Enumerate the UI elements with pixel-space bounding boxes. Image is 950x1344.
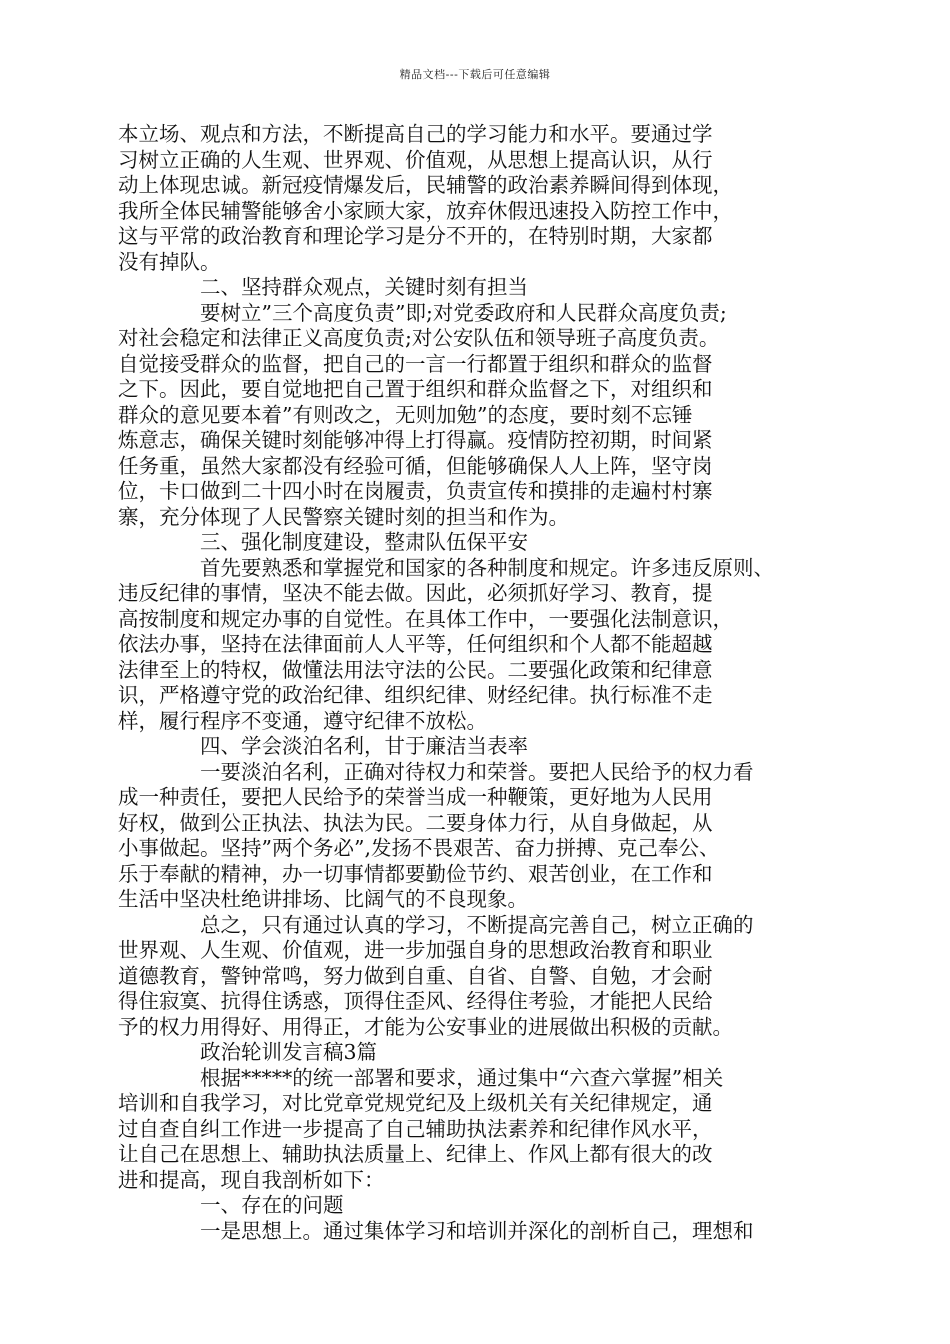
text-line: 政治轮训发言稿3篇 xyxy=(200,1040,378,1064)
text-line: 道德教育，警钟常鸣，努力做到自重、自省、自警、自勉，才会耐 xyxy=(118,963,713,988)
text-line: 之下。因此，要自觉地把自己置于组织和群众监督之下，对组织和 xyxy=(118,377,713,401)
text-line: 一、存在的问题 xyxy=(200,1193,344,1217)
text-line: 我所全体民辅警能够舍小家顾大家，放弃休假迅速投入防控工作中， xyxy=(118,198,733,223)
text-line: 群众的意见要本着”有则改之，无则加勉”的态度，要时刻不忘锤 xyxy=(118,402,693,427)
text-line: 样，履行程序不变通，遵守纪律不放松。 xyxy=(118,708,487,733)
text-line: 识，严格遵守党的政治纪律、组织纪律、财经纪律。执行标准不走 xyxy=(118,683,713,707)
text-line: 过自查自纠工作进一步提高了自己辅助执法素养和纪律作风水平， xyxy=(118,1116,713,1141)
text-line: 三、强化制度建设，整肃队伍保平安 xyxy=(200,530,528,554)
text-line: 法律至上的特权，做懂法用法守法的公民。二要强化政策和纪律意 xyxy=(118,657,713,682)
text-line: 一要淡泊名利，正确对待权力和荣誉。要把人民给予的权力看 xyxy=(200,759,754,784)
text-line: 得住寂寞、抗得住诱惑，顶得住歪风、经得住考验，才能把人民给 xyxy=(118,989,713,1013)
text-line: 进和提高，现自我剖析如下： xyxy=(118,1167,385,1192)
text-line: 小事做起。坚持”两个务必”,发扬不畏艰苦、奋力拼搏、克己奉公、 xyxy=(118,836,720,860)
text-line: 生活中坚决杜绝讲排场、比阔气的不良现象。 xyxy=(118,887,528,911)
text-line: 炼意志，确保关键时刻能够冲得上打得赢。疫情防控初期，时间紧 xyxy=(118,428,713,452)
text-line: 予的权力用得好、用得正，才能为公安事业的进展做出积极的贡献。 xyxy=(118,1014,733,1039)
text-line: 一是思想上。通过集体学习和培训并深化的剖析自己，理想和 xyxy=(200,1218,754,1243)
text-line: 动上体现忠诚。新冠疫情爆发后，民辅警的政治素养瞬间得到体现， xyxy=(118,173,733,197)
text-line: 培训和自我学习，对比党章党规党纪及上级机关有关纪律规定，通 xyxy=(118,1091,713,1115)
text-line: 乐于奉献的精神，办一切事情都要勤俭节约、艰苦创业，在工作和 xyxy=(118,861,713,886)
text-line: 任务重，虽然大家都没有经验可循，但能够确保人人上阵，坚守岗 xyxy=(118,453,713,478)
text-line: 违反纪律的事情，坚决不能去做。因此，必须抓好学习、教育，提 xyxy=(118,581,713,605)
text-line: 本立场、观点和方法，不断提高自己的学习能力和水平。要通过学 xyxy=(118,122,713,146)
text-line: 首先要熟悉和掌握党和国家的各种制度和规定。许多违反原则、 xyxy=(200,555,774,580)
text-line: 对社会稳定和法律正义高度负责;对公安队伍和领导班子高度负责。 xyxy=(118,326,720,350)
text-line: 寨，充分体现了人民警察关键时刻的担当和作为。 xyxy=(118,504,569,529)
text-line: 要树立”三个高度负责”即;对党委政府和人民群众高度负责; xyxy=(200,300,727,325)
text-line: 总之，只有通过认真的学习，不断提高完善自己，树立正确的 xyxy=(200,912,754,937)
text-line: 世界观、人生观、价值观，进一步加强自身的思想政治教育和职业 xyxy=(118,938,713,962)
text-line: 高按制度和规定办事的自觉性。在具体工作中，一要强化法制意识， xyxy=(118,606,733,631)
text-line: 依法办事，坚持在法律面前人人平等，任何组织和个人都不能超越 xyxy=(118,632,713,656)
page-header-watermark: 精品文档---下载后可任意编辑 xyxy=(399,68,551,81)
text-line: 没有掉队。 xyxy=(118,249,221,274)
text-line: 自觉接受群众的监督，把自己的一言一行都置于组织和群众的监督 xyxy=(118,351,713,376)
text-line: 位，卡口做到二十四小时在岗履责，负责宣传和摸排的走遍村村寨 xyxy=(118,479,713,503)
text-line: 这与平常的政治教育和理论学习是分不开的，在特别时期，大家都 xyxy=(118,224,713,248)
text-line: 好权，做到公正执法、执法为民。二要身体力行，从自身做起，从 xyxy=(118,810,713,835)
document-body xyxy=(118,122,830,1244)
text-line: 二、坚持群众观点，关键时刻有担当 xyxy=(200,275,528,299)
text-line: 让自己在思想上、辅助执法质量上、纪律上、作风上都有很大的改 xyxy=(118,1142,713,1166)
text-line: 四、学会淡泊名利，甘于廉洁当表率 xyxy=(200,734,528,758)
text-line: 根据*****的统一部署和要求，通过集中“六查六掌握”相关 xyxy=(200,1065,724,1090)
text-line: 成一种责任，要把人民给予的荣誉当成一种鞭策，更好地为人民用 xyxy=(118,785,713,809)
text-line: 习树立正确的人生观、世界观、价值观，从思想上提高认识，从行 xyxy=(118,147,713,172)
